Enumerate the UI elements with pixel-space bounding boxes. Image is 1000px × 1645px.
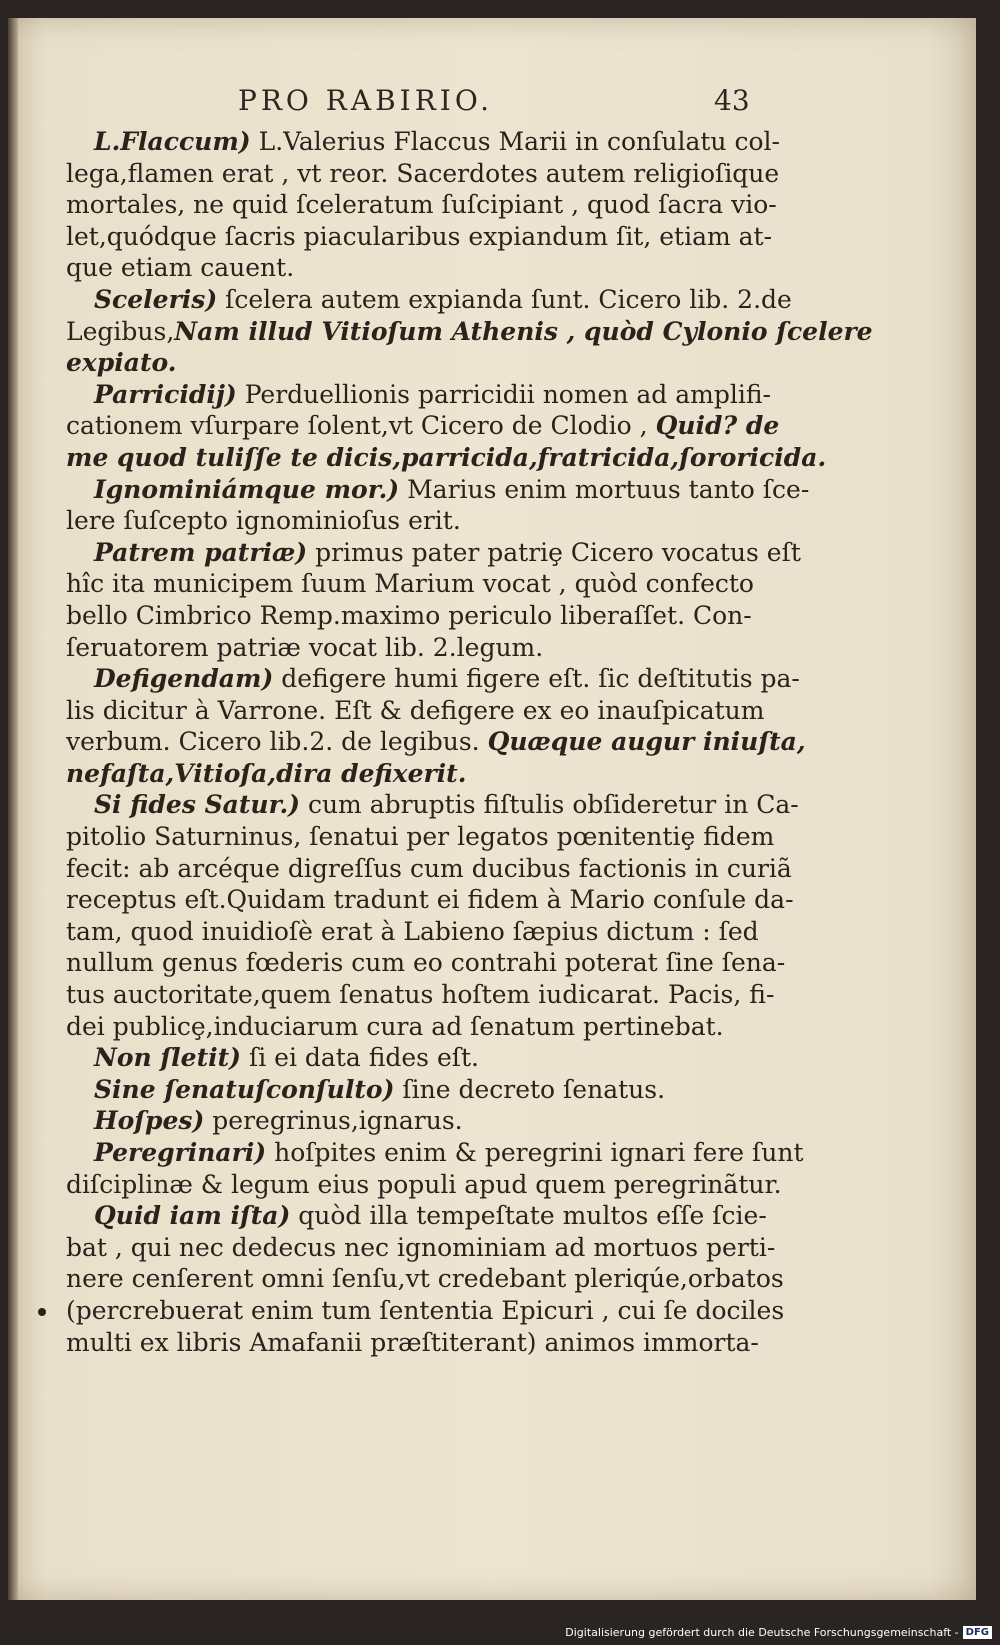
text-line: Hoſpes) peregrinus,ignarus. (94, 1106, 463, 1136)
text-line: nere cenſerent omni ſenſu,vt credebant pleriqúe,orbatos (66, 1264, 784, 1294)
text-line: pitolio Saturninus, ſenatui per legatos pœnitentiȩ fidem (66, 822, 775, 852)
lemma: Sine ſenatuſconſulto) (94, 1074, 395, 1104)
quotation: me quod tuliſſe te dicis,parricida,fratricida,ſororicida. (66, 442, 827, 472)
text-line: que etiam cauent. (66, 253, 295, 283)
quotation: nefaſta,Vitioſa,dira defixerit. (66, 758, 467, 788)
text-line: Peregrinari) hoſpites enim & peregrini ignari fere ſunt (94, 1138, 804, 1167)
text-line: cationem vſurpare ſolent,vt Cicero de Clodio , Quid? de (66, 411, 780, 441)
lemma: Parricidij) (94, 379, 237, 409)
text-line: tam, quod inuidioſè erat à Labieno ſæpius dictum : ſed (66, 916, 759, 946)
text-line: Patrem patriæ) primus pater patriȩ Cicero vocatus eſt (94, 537, 801, 567)
text-line: bello Cimbrico Remp.maximo periculo liberaſſet. Con- (66, 600, 752, 630)
text-line: Sine ſenatuſconſulto) ſine decreto ſenatus. (94, 1074, 666, 1104)
text-line: L.Flaccum) L.Valerius Flaccus Marii in conſulatu col- (94, 127, 780, 156)
text-line: mortales, ne quid ſceleratum ſuſcipiant , quod ſacra vio- (66, 190, 777, 220)
margin-mark (38, 1308, 46, 1316)
text-line: dei publicȩ,induciarum cura ad ſenatum pertinebat. (66, 1011, 724, 1041)
text-line: Defigendam) defigere humi figere eſt. ſic deſtitutis pa- (94, 664, 800, 694)
lemma: L.Flaccum) (94, 127, 251, 156)
text-line: diſciplinæ & legum eius populi apud quem peregrinãtur. (66, 1169, 782, 1199)
text-line: ſeruatorem patriæ vocat lib. 2.legum. (66, 632, 544, 662)
text-line: Sceleris) ſcelera autem expianda ſunt. Cicero lib. 2.de (94, 284, 792, 314)
text-line: Non ſletit) ſi ei data fides eſt. (94, 1043, 479, 1073)
text-line: lis dicitur à Varrone. Eſt & defigere ex eo inauſpicatum (66, 695, 765, 725)
text-line: bat , qui nec dedecus nec ignominiam ad mortuos perti- (66, 1232, 776, 1262)
footer (565, 1626, 992, 1639)
lemma: Quid iam iſta) (94, 1201, 291, 1231)
quotation: Quid? de (655, 411, 780, 441)
lemma: Patrem patriæ) (94, 537, 308, 567)
text-line: (percrebuerat enim tum ſententia Epicuri , cui ſe dociles (66, 1295, 785, 1325)
text-line: Parricidij) Perduellionis parricidii nomen ad amplifi- (94, 379, 771, 409)
text-line: Si fides Satur.) cum abruptis fiſtulis obſideretur in Ca- (94, 790, 799, 820)
lemma: Sceleris) (94, 284, 218, 314)
text-line: Legibus,Nam illud Vitioſum Athenis , quòd Cylonio ſcelere (66, 316, 873, 346)
text-line: fecit: ab arcéque digreſſus cum ducibus factionis in curiã (66, 853, 792, 883)
text-line: Quid iam iſta) quòd illa tempeſtate multos eſſe ſcie- (94, 1201, 767, 1231)
running-title: PRO RABIRIO. (238, 84, 494, 117)
quotation: Nam illud Vitioſum Athenis , quòd Cylonio ſcelere (174, 316, 873, 346)
dfg-logo: DFG (963, 1626, 992, 1639)
footer-credit: Digitalisierung gefördert durch die Deutsche Forschungsgemeinschaft - (565, 1626, 959, 1639)
text-line: let,quódque ſacris piacularibus expiandum ſit, etiam at- (66, 221, 773, 251)
page-number: 43 (714, 84, 750, 117)
lemma: Peregrinari) (94, 1138, 267, 1167)
page-edge-shadow (8, 18, 18, 1600)
text-line: tus auctoritate,quem ſenatus hoſtem iudicarat. Pacis, fi- (66, 980, 775, 1010)
lemma: Si fides Satur.) (94, 790, 300, 820)
text-line: multi ex libris Amafanii præſtiterant) animos immorta- (66, 1327, 759, 1357)
text-line: hîc ita municipem ſuum Marium vocat , quòd confecto (66, 569, 754, 599)
lemma: Hoſpes) (94, 1106, 205, 1136)
quotation: Quæque augur iniuſta, (487, 727, 806, 757)
text-line: lega,flamen erat , vt reor. Sacerdotes autem religioſique (66, 158, 780, 188)
text-line: nullum genus fœderis cum eo contrahi poterat ſine ſena- (66, 948, 786, 978)
commentary-text (66, 126, 873, 1358)
book-page (8, 18, 976, 1600)
text-line: lere ſuſcepto ignominioſus erit. (66, 506, 461, 536)
quotation: expiato. (66, 348, 177, 378)
lemma: Ignominiámque mor.) (94, 474, 400, 504)
lemma: Defigendam) (94, 664, 274, 694)
text-line: Ignominiámque mor.) Marius enim mortuus tanto ſce- (94, 474, 810, 504)
text-line: receptus eſt.Quidam tradunt ei fidem à Mario conſule da- (66, 885, 794, 915)
text-line: verbum. Cicero lib.2. de legibus. Quæque augur iniuſta, (66, 727, 806, 757)
lemma: Non ſletit) (94, 1043, 241, 1073)
